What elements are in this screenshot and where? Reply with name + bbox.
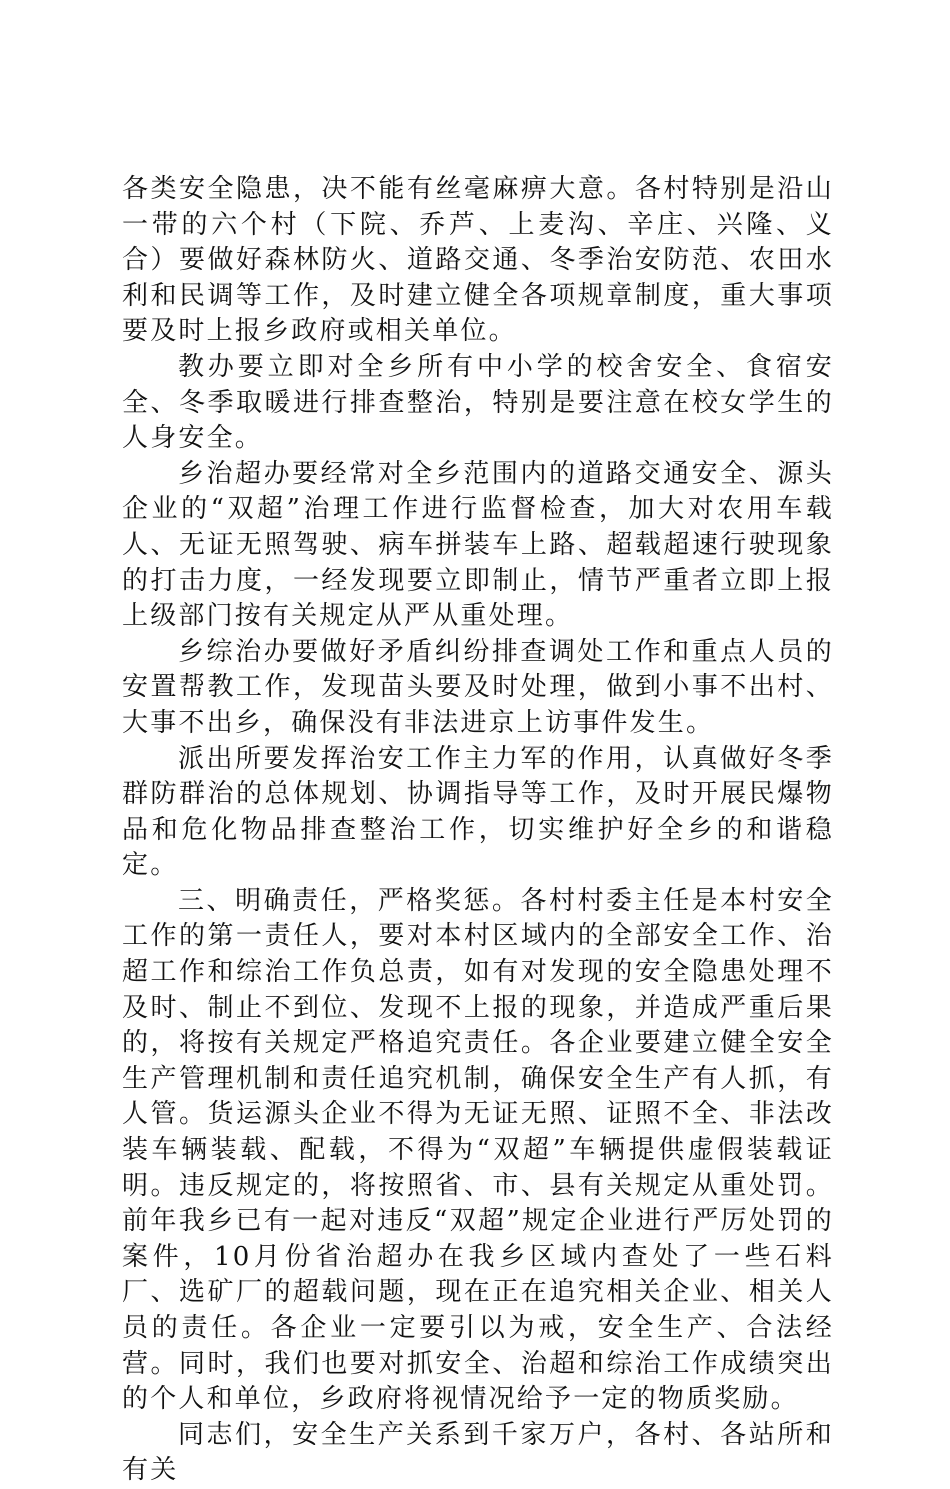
- document-body: [122, 172, 834, 1489]
- paragraph-3: 乡治超办要经常对全乡范围内的道路交通安全、源头企业的“双超”治理工作进行监督检查，加大对农用车载人、无证无照驾驶、病车拼装车上路、超载超速行驶现象的打击力度，一经发现要立即制止，情节严重者立即上报上级部门按有关规定从严从重处理。: [122, 458, 834, 632]
- paragraph-4: 乡综治办要做好矛盾纠纷排查调处工作和重点人员的安置帮教工作，发现苗头要及时处理，做到小事不出村、大事不出乡，确保没有非法进京上访事件发生。: [122, 636, 834, 738]
- paragraph-2: 教办要立即对全乡所有中小学的校舍安全、食宿安全、冬季取暖进行排查整治，特别是要注意在校女学生的人身安全。: [122, 351, 834, 454]
- paragraph-6: 三、明确责任，严格奖惩。各村村委主任是本村安全工作的第一责任人，要对本村区域内的全部安全工作、治超工作和综治工作负总责，如有对发现的安全隐患处理不及时、制止不到位、发现不上报的现象，并造成严重后果的，将按有关规定严格追究责任。各企业要建立健全安全生产管理机制和责任追究机制，确保安全生产有人抓，有人管。货运源头企业不得为无证无照、证照不全、非法改装车辆装载、配载，不得为“双超”车辆提供虚假装载证明。违反规定的，将按照省、市、县有关规定从重处罚。前年我乡已有一起对违反“双超”规定企业进行严厉处罚的案件，10月份省治超办在我乡区域内查处了一些石料厂、选矿厂的超载问题，现在正在追究相关企业、相关人员的责任。各企业一定要引以为戒，安全生产、合法经营。同时，我们也要对抓安全、治超和综治工作成绩突出的个人和单位，乡政府将视情况给予一定的物质奖励。: [122, 885, 834, 1415]
- paragraph-7: 同志们，安全生产关系到千家万户，各村、各站所和有关: [122, 1419, 834, 1486]
- paragraph-5: 派出所要发挥治安工作主力军的作用，认真做好冬季群防群治的总体规划、协调指导等工作，及时开展民爆物品和危化物品排查整治工作，切实维护好全乡的和谐稳定。: [122, 743, 834, 881]
- paragraph-1: 各类安全隐患，决不能有丝毫麻痹大意。各村特别是沿山一带的六个村（下院、乔芦、上麦沟、辛庄、兴隆、义合）要做好森林防火、道路交通、冬季治安防范、农田水利和民调等工作，及时建立健全各项规章制度，重大事项要及时上报乡政府或相关单位。: [122, 174, 834, 347]
